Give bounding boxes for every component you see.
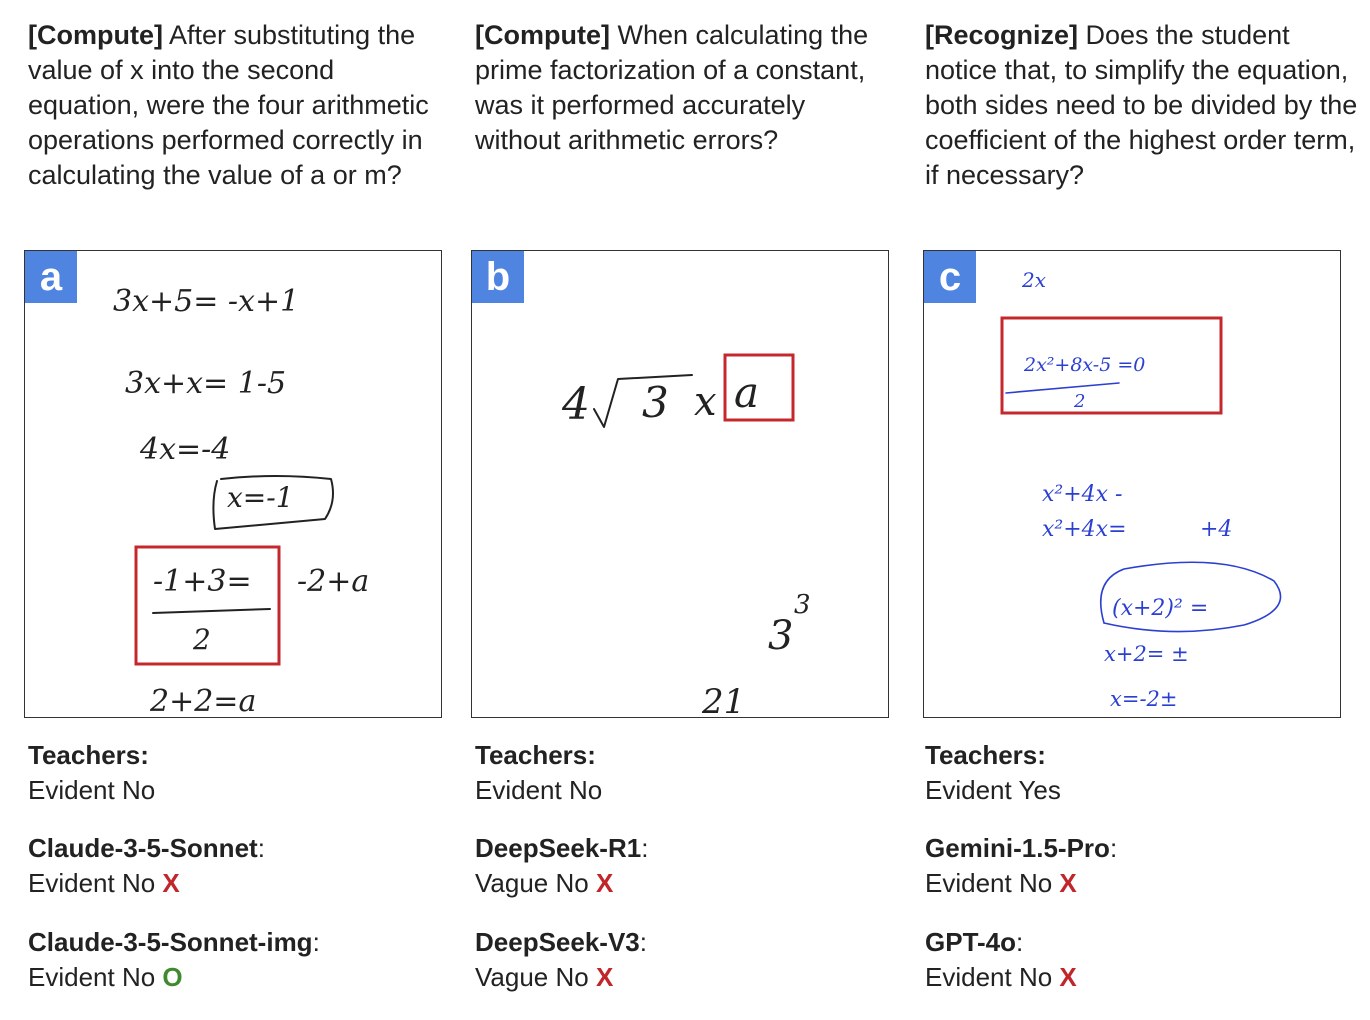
question-text: When calculating the prime factorization of a constant, was it performed accurately without arithmetic errors? [475,20,869,155]
hw-line: -1+3= [153,564,252,599]
model-value: Vague No [475,962,589,992]
hw-line: x=-2± [1110,687,1178,711]
model2-evaluation-b: DeepSeek-V3: Vague No X [475,927,647,992]
hw-line: 3 [768,613,794,659]
hw-line: 2 [193,623,211,656]
hw-line: 3x+5= -x+1 [113,284,300,319]
teachers-value: Evident No [475,775,603,805]
model2-evaluation-a: Claude-3-5-Sonnet-img: Evident No O [28,927,320,992]
model1-evaluation-a: Claude-3-5-Sonnet: Evident No X [28,833,265,898]
hw-line: 2 [1074,391,1086,412]
hw-line: +4 [1200,517,1233,542]
teachers-label: Teachers: [925,740,1046,770]
hw-line: 3x+x= 1-5 [125,366,287,401]
hw-line: a [734,368,760,417]
wrong-mark: X [595,962,614,992]
hw-line: x²+4x - [1042,482,1123,507]
model2-evaluation-c: GPT-4o: Evident No X [925,927,1077,992]
hw-line: 21 [702,682,746,717]
model-name: DeepSeek-V3 [475,927,640,957]
teachers-label: Teachers: [475,740,596,770]
hw-line: (x+2)² = [1112,596,1209,621]
question-b [475,18,895,158]
question-text: After substituting the value of x into the second equation, were the four arithmetic operations performed correctly in calculating the value of a or m? [28,20,429,190]
model-name: Claude-3-5-Sonnet [28,833,258,863]
panel-label: b [472,251,524,303]
model-value: Evident No [28,962,156,992]
wrong-mark: X [1059,868,1077,898]
panel-label: a [25,251,77,303]
hw-line: -2+a [297,564,370,599]
model-value: Vague No [475,868,589,898]
model-name: DeepSeek-R1 [475,833,642,863]
hw-line: 2+2=a [150,684,257,717]
question-tag: [Recognize] [925,20,1079,50]
question-tag: [Compute] [28,20,163,50]
model1-evaluation-b: DeepSeek-R1: Vague No X [475,833,649,898]
wrong-mark: X [595,868,614,898]
teachers-value: Evident Yes [925,775,1061,805]
teachers-label: Teachers: [28,740,149,770]
handwriting-image-b [472,251,888,717]
handwriting-image-c [924,251,1340,717]
hw-line: 2x²+8x-5 =0 [1024,354,1146,376]
handwriting-panel-c [923,250,1341,718]
model-name: Gemini-1.5-Pro [925,833,1110,863]
question-text: Does the student notice that, to simplify the equation, both sides need to be divided by the coefficient of the highest order term, if necessary? [925,20,1358,190]
question-a [28,18,448,193]
wrong-mark: X [1059,962,1077,992]
hw-line: x [694,379,717,425]
correct-mark: O [162,962,183,992]
question-c [925,18,1365,193]
handwriting-image-a [25,251,441,717]
model1-evaluation-c: Gemini-1.5-Pro: Evident No X [925,833,1118,898]
hw-line: x+2= ± [1104,642,1189,666]
teachers-evaluation-b [475,738,602,808]
teachers-evaluation-a [28,738,155,808]
hw-line: 3 [794,590,811,620]
question-tag: [Compute] [475,20,610,50]
model-value: Evident No [925,868,1053,898]
teachers-evaluation-c [925,738,1061,808]
hw-line: 2x [1022,268,1047,292]
teachers-value: Evident No [28,775,156,805]
model-value: Evident No [28,868,156,898]
handwriting-panel-b [471,250,889,718]
panel-label: c [924,251,976,303]
hw-fraction-bar [153,609,270,613]
hw-line: x²+4x= [1042,517,1127,542]
model-name: GPT-4o [925,927,1017,957]
model-value: Evident No [925,962,1053,992]
hw-line: 3 [642,378,669,427]
hw-line: 4x=-4 [140,432,231,467]
model-name: Claude-3-5-Sonnet-img [28,927,313,957]
hw-line: x=-1 [227,481,294,514]
handwriting-panel-a [24,250,442,718]
hw-line: 4 [562,379,590,430]
hw-fraction-bar [1006,383,1119,393]
wrong-mark: X [162,868,180,898]
